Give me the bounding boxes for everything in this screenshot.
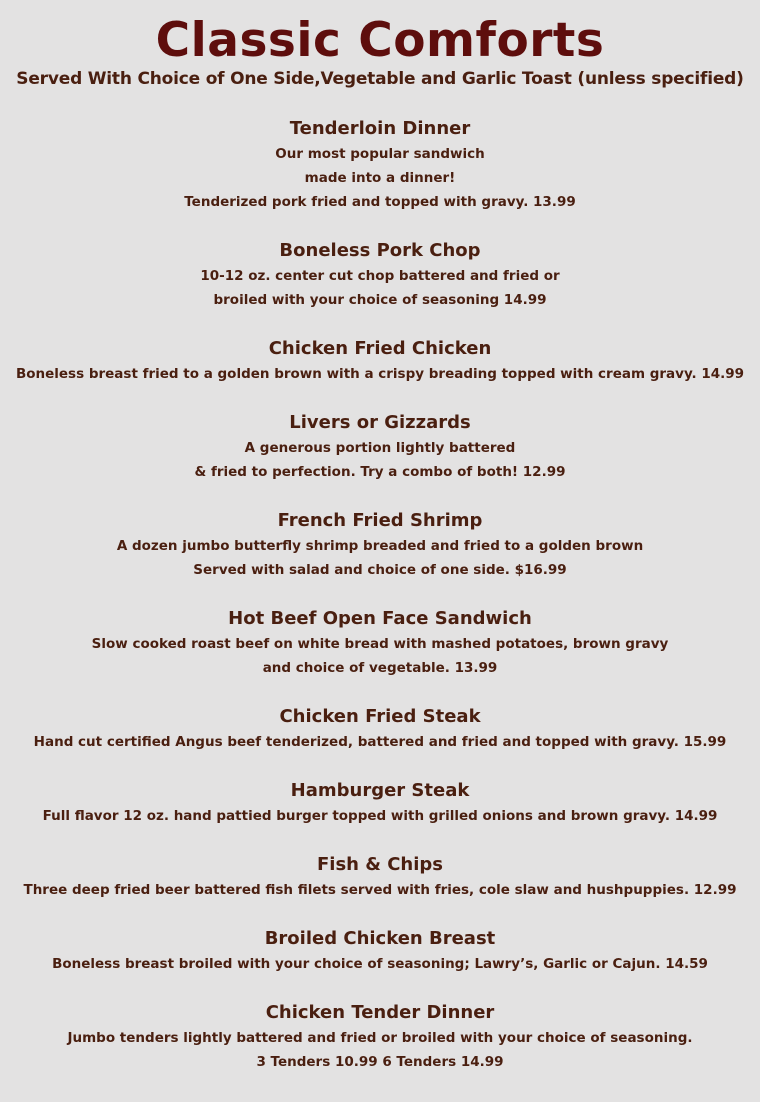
item-description: Tenderized pork fried and topped with gravy. 13.99 — [184, 194, 576, 210]
item-description: Boneless breast broiled with your choice of seasoning; Lawry’s, Garlic or Cajun. 14.59 — [52, 956, 708, 972]
item-description: 10-12 oz. center cut chop battered and fried or — [200, 268, 560, 284]
item-description: Jumbo tenders lightly battered and fried or broiled with your choice of seasoning. — [67, 1030, 693, 1046]
item-name: French Fried Shrimp — [277, 510, 483, 531]
item-description: Our most popular sandwich — [275, 146, 485, 162]
item-description: Three deep fried beer battered fish filets served with fries, cole slaw and hushpuppies. 12.99 — [23, 882, 737, 898]
menu-item — [0, 336, 760, 386]
item-name: Chicken Tender Dinner — [265, 1002, 495, 1023]
item-name: Hot Beef Open Face Sandwich — [228, 608, 532, 629]
item-name: Hamburger Steak — [290, 780, 470, 801]
menu-item — [0, 1000, 760, 1074]
item-name: Chicken Fried Chicken — [268, 338, 492, 359]
item-description: and choice of vegetable. 13.99 — [262, 660, 498, 676]
item-description: Full flavor 12 oz. hand pattied burger topped with grilled onions and brown gravy. 14.99 — [42, 808, 718, 824]
item-name: Broiled Chicken Breast — [264, 928, 496, 949]
menu-item — [0, 852, 760, 902]
item-description: broiled with your choice of seasoning 14.99 — [213, 292, 547, 308]
menu-title: Classic Comforts — [155, 13, 605, 68]
item-name: Tenderloin Dinner — [289, 118, 471, 139]
item-description: 3 Tenders 10.99 6 Tenders 14.99 — [256, 1054, 504, 1070]
menu-item — [0, 238, 760, 312]
item-description: Slow cooked roast beef on white bread with mashed potatoes, brown gravy — [91, 636, 669, 652]
menu-item — [0, 778, 760, 828]
menu-subtitle: Served With Choice of One Side,Vegetable and Garlic Toast (unless specified) — [16, 69, 744, 89]
item-description: Served with salad and choice of one side. $16.99 — [193, 562, 567, 578]
item-name: Chicken Fried Steak — [279, 706, 481, 727]
item-description: made into a dinner! — [304, 170, 456, 186]
item-description: Boneless breast fried to a golden brown with a crispy breading topped with cream gravy. 14.99 — [15, 366, 745, 382]
item-name: Livers or Gizzards — [289, 412, 471, 433]
item-name: Fish & Chips — [316, 854, 444, 875]
menu-item — [0, 606, 760, 680]
item-description: A dozen jumbo butterfly shrimp breaded and fried to a golden brown — [116, 538, 644, 554]
menu-item — [0, 704, 760, 754]
menu-item — [0, 508, 760, 582]
item-description: A generous portion lightly battered — [244, 440, 516, 456]
menu-item — [0, 410, 760, 484]
menu-item — [0, 116, 760, 214]
item-description: & fried to perfection. Try a combo of both! 12.99 — [194, 464, 566, 480]
item-name: Boneless Pork Chop — [279, 240, 481, 261]
menu-item — [0, 926, 760, 976]
item-description: Hand cut certified Angus beef tenderized, battered and fried and topped with gravy. 15.99 — [33, 734, 727, 750]
